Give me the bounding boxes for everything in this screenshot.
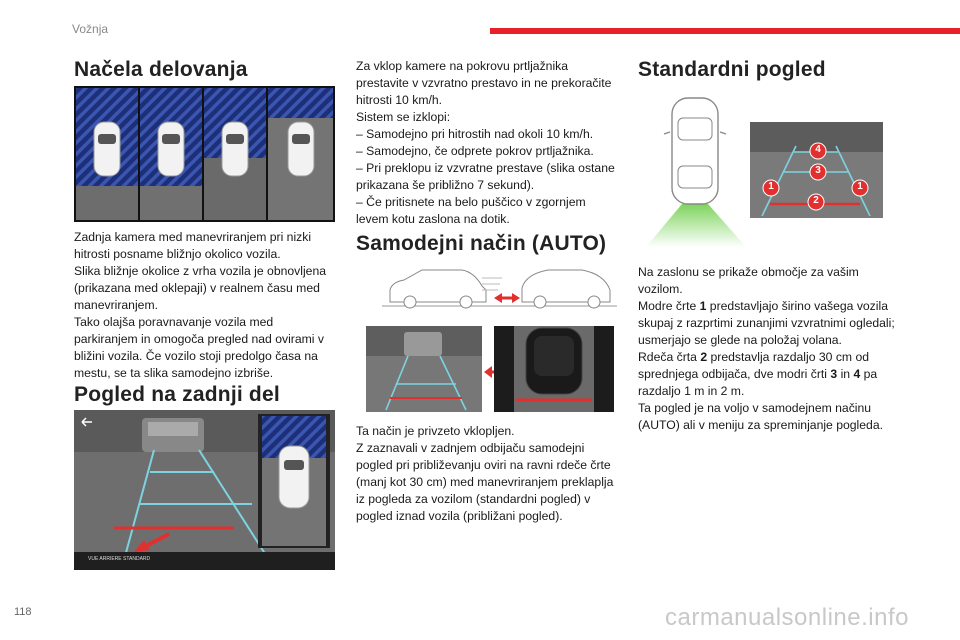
marker-1-right: 1 — [857, 181, 863, 192]
text-segment: in — [837, 367, 854, 381]
paragraph-standard-view — [638, 264, 928, 434]
header-accent-bar — [490, 28, 960, 34]
marker-2: 2 — [813, 195, 819, 206]
screen-mode-caption: VUE ARRIERE STANDARD — [88, 556, 151, 562]
ref-1: 1 — [699, 299, 707, 313]
page-number: 118 — [14, 606, 32, 618]
ref-2: 2 — [700, 350, 708, 364]
rear-camera-screen-illustration — [74, 410, 335, 570]
text-segment: pa razdaljo 1 m in 2 m. Ta pogled je na voljo v samodejnem načinu (AUTO) ali v meniju za spreminjanje pogleda. — [638, 367, 883, 432]
paragraph-activation: Za vklop kamere na pokrovu prtljažnika prestavite v vzvratno prestavo in ne prekoračite hitrosti 10 km/h. Sistem se izklopi: – Samodejno pri hitrostih nad okoli 10 km/h. – Samodejno, če odprete pokrov prtljažnika. – Pri preklopu iz vzvratne prestave (slika ostane prikazana še približno 7 sekund). – Če pritisnete na belo puščico v zgornjem levem kotu zaslona na dotik. — [356, 59, 615, 226]
marker-3: 3 — [815, 165, 821, 176]
marker-4: 4 — [815, 144, 821, 155]
section-label: Vožnja — [72, 22, 109, 36]
text-segment: predstavlja razdaljo 30 cm od sprednjega odbijača, dve modri črti — [638, 350, 870, 381]
parking-cars-illustration — [382, 262, 617, 312]
text-segment: Na zaslonu se prikaže območje za vašim vozilom. Modre črte — [638, 265, 859, 313]
ref-3: 3 — [830, 367, 838, 381]
top-view-illustration — [74, 86, 335, 222]
heading-nacela-delovanja: Načela delovanja — [74, 58, 248, 81]
heading-standardni-pogled: Standardni pogled — [638, 58, 826, 81]
paragraph-auto-mode: Ta način je privzeto vklopljen. Z zaznavali v zadnjem odbijaču samodejni pogled pri približevanju oviri na ravni rdeče črte (manj kot 30 cm) med manevriranjem preklaplja iz pogleda za vozilom (standardni pogled) v pogled iznad vozila (približani pogled). — [356, 424, 614, 523]
text-segment: predstavljajo širino vašega vozila skupaj z razprtimi zunanjimi vzvratnimi ogledali; usmerjajo se glede na položaj volana. Rdeča črta — [638, 299, 895, 364]
paragraph-principles: Zadnja kamera med manevriranjem pri nizki hitrosti posname bližnjo okolico vozila. Slika bližnje okolice z vrha vozila je obnovljena (prikazana med oklepaji) v realnem času med manevriranjem. Tako olajša poravnavanje vozila med parkiranjem in omogoča pregled nad ovirami v bližini vozila. Če vozilo stoji predolgo časa na mestu, se ta slika samodejno izbriše. — [74, 230, 327, 380]
auto-switch-illustration — [366, 326, 616, 412]
marker-1-left: 1 — [768, 181, 774, 192]
heading-pogled-zadnji-del: Pogled na zadnji del — [74, 383, 280, 406]
heading-samodejni-nacin: Samodejni način (AUTO) — [356, 232, 607, 255]
watermark: carmanualsonline.info — [665, 604, 909, 631]
ref-4: 4 — [853, 367, 861, 381]
standard-view-illustration — [648, 92, 888, 247]
